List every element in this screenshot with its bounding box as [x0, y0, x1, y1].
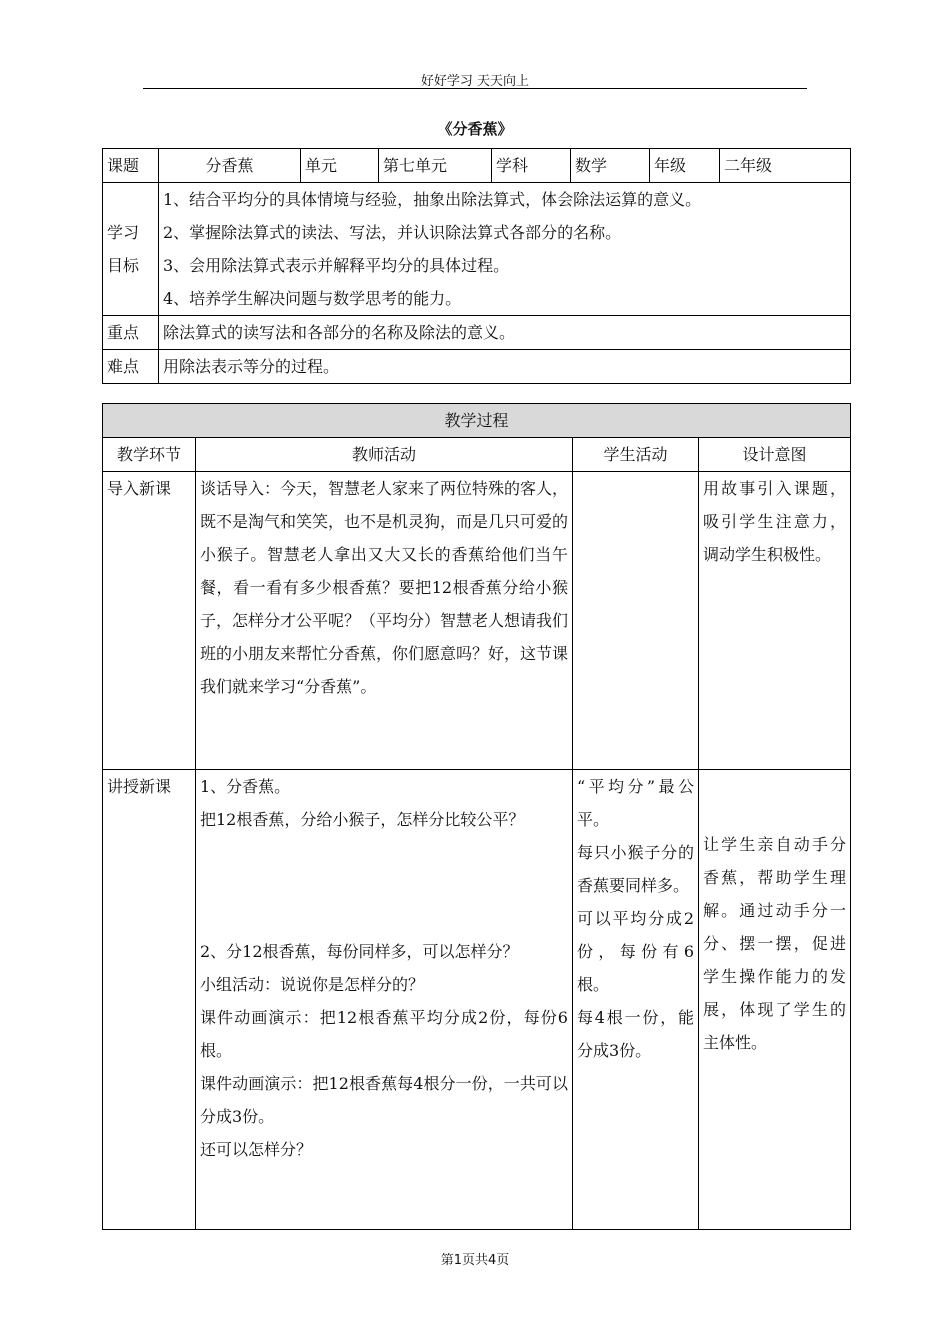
student-line: 每4根一份，能分成3份。: [577, 1008, 694, 1060]
grade-value: 二年级: [720, 149, 851, 183]
intro-design-intent: 用故事引入课题，吸引学生注意力，调动学生积极性。: [699, 472, 851, 770]
student-line: 每只小猴子分的香蕉要同样多。: [577, 843, 694, 895]
lesson-info-table: [102, 148, 851, 384]
topic-value: 分香蕉: [159, 149, 301, 183]
grade-label: 年级: [650, 149, 720, 183]
teacher-line: 还可以怎样分？: [200, 1140, 313, 1159]
page-header: 好好学习 天天向上: [420, 74, 530, 89]
goal-item: 2、掌握除法算式的读法、写法，并认识除法算式各部分的名称。: [163, 223, 622, 242]
column-header-intent: 设计意图: [699, 438, 851, 472]
teach-design-intent: 让学生亲自动手分香蕉，帮助学生理解。通过动手分一分、摆一摆，促进学生操作能力的发展，体现了学生的主体性。: [699, 770, 851, 1230]
header-divider: [143, 88, 807, 89]
column-header-student: 学生活动: [573, 438, 699, 472]
intro-stage: 导入新课: [103, 472, 196, 770]
goals-cell: [159, 183, 851, 316]
column-header-teacher: 教师活动: [196, 438, 573, 472]
teaching-process-table: [102, 403, 851, 1230]
student-line: 可以平均分成2份，每份有6根。: [577, 909, 694, 994]
difficulty-value: 用除法表示等分的过程。: [159, 350, 851, 384]
teacher-line: 课件动画演示：把12根香蕉平均分成2份，每份6根。: [200, 1008, 568, 1060]
teacher-line: 2、分12根香蕉，每份同样多，可以怎样分？: [200, 942, 519, 961]
column-header-stage: 教学环节: [103, 438, 196, 472]
teach-student-activity: [573, 770, 699, 1230]
goal-item: 3、会用除法算式表示并解释平均分的具体过程。: [163, 256, 510, 275]
teacher-line: 把12根香蕉，分给小猴子，怎样分比较公平？: [200, 810, 525, 829]
teach-stage: 讲授新课: [103, 770, 196, 1230]
unit-value: 第七单元: [379, 149, 492, 183]
page-number: 第1页共4页: [440, 1253, 510, 1268]
topic-label: 课题: [103, 149, 159, 183]
student-line: “平均分”最公平。: [577, 777, 694, 829]
spacer: [200, 836, 568, 935]
goal-item: 4、培养学生解决问题与数学思考的能力。: [163, 289, 462, 308]
key-point-label: 重点: [103, 316, 159, 350]
intro-teacher-activity: 谈话导入：今天，智慧老人家来了两位特殊的客人，既不是淘气和笑笑，也不是机灵狗，而是几只可爱的小猴子。智慧老人拿出又大又长的香蕉给他们当午餐，看一看有多少根香蕉？要把12根香蕉分给小猴子，怎样分才公平呢？（平均分）智慧老人想请我们班的小朋友来帮忙分香蕉，你们愿意吗？好，这节课我们就来学习“分香蕉”。: [196, 472, 573, 770]
key-point-value: 除法算式的读写法和各部分的名称及除法的意义。: [159, 316, 851, 350]
goals-label: 学习目标: [103, 183, 159, 316]
document-title: 《分香蕉》: [437, 120, 513, 138]
subject-label: 学科: [492, 149, 571, 183]
teacher-line: 1、分香蕉。: [200, 777, 291, 796]
unit-label: 单元: [301, 149, 379, 183]
subject-value: 数学: [571, 149, 650, 183]
difficulty-label: 难点: [103, 350, 159, 384]
teacher-line: 小组活动：说说你是怎样分的？: [200, 975, 425, 994]
goal-item: 1、结合平均分的具体情境与经验，抽象出除法算式，体会除法运算的意义。: [163, 190, 702, 209]
intro-student-activity: [573, 472, 699, 770]
teach-teacher-activity: [196, 770, 573, 1230]
teacher-line: 课件动画演示：把12根香蕉每4根分一份，一共可以分成3份。: [200, 1074, 568, 1126]
process-heading: 教学过程: [103, 404, 851, 438]
